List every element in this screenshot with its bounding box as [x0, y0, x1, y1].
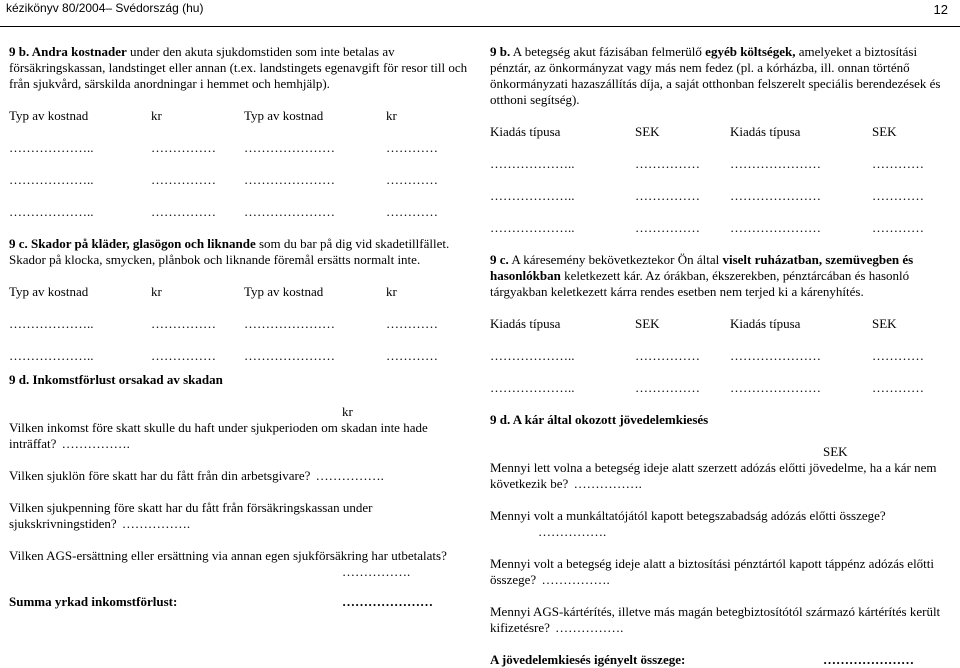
table-header-row: Kiadás típusa SEK Kiadás típusa SEK — [490, 124, 897, 139]
section-9c-sv: 9 c. Skador på kläder, glasögon och liknande som du bar på dig vid skadetillfället. Skador på klocka, smycken, plånbok och liknande föremål ersätts normalt inte. — [9, 236, 450, 267]
section-9d-heading-sv: 9 d. Inkomstförlust orsakad av skadan — [9, 372, 223, 387]
blank-row[interactable]: ……………….. …………… ………………… ………… — [9, 140, 438, 155]
blank-row[interactable]: ……………….. …………… ………………… ………… — [9, 172, 438, 187]
sick-pay-question: Vilken sjuklön före skatt har du fått från din arbetsgivare? ……………. — [9, 468, 384, 483]
blank-row[interactable]: ……………….. …………… ………………… ………… — [490, 380, 924, 395]
table-header-row: Typ av kostnad kr Typ av kostnad kr — [9, 108, 397, 123]
blank-row[interactable]: ……………….. …………… ………………… ………… — [9, 348, 438, 363]
sickness-benefit-question: Mennyi volt a betegség ideje alatt a biztosítási pénztártól kapott táppénz adózás előtti összege? ……………. — [490, 556, 935, 587]
section-9b-sv: 9 b. Andra kostnader under den akuta sjukdomstiden som inte betalas av försäkringskassan, landstinget eller annan (t.ex. landstingets egenavgift för resor till och från sjukvård, särskilda anordningar i hemmet och hemhjälp). — [9, 44, 468, 91]
sickness-benefit-question: Vilken sjukpenning före skatt har du fått från försäkringskassan under sjukskrivningstiden? ……………. — [9, 500, 373, 531]
swedish-column — [9, 44, 472, 610]
unit-label: kr — [342, 404, 353, 419]
page-number: 12 — [933, 2, 948, 17]
table-header-row: Kiadás típusa SEK Kiadás típusa SEK — [490, 316, 897, 331]
header-rule — [0, 26, 960, 27]
running-header: kézikönyv 80/2004– Svédország (hu) — [6, 1, 204, 15]
income-loss-total: A jövedelemkiesés igényelt összege: ………………… — [490, 652, 914, 667]
blank-row[interactable]: ……………….. …………… ………………… ………… — [490, 348, 924, 363]
income-loss-total: Summa yrkad inkomstförlust: ………………… — [9, 594, 433, 609]
hungarian-column — [490, 44, 952, 668]
blank-row[interactable]: ……………….. …………… ………………… ………… — [490, 220, 924, 235]
blank-row[interactable]: ……………….. …………… ………………… ………… — [490, 188, 924, 203]
blank-row[interactable]: ……………….. …………… ………………… ………… — [9, 316, 438, 331]
section-9c-hu: 9 c. A káresemény bekövetkeztekor Ön által viselt ruházatban, szemüvegben és hasonlókban keletkezett kár. Az órákban, ékszerekben, pénztárcában és hasonló tárgyakban keletkezett kárra rendes esetben nem terjed ki a kárenyhítés. — [490, 252, 914, 299]
table-header-row: Typ av kostnad kr Typ av kostnad kr — [9, 284, 397, 299]
ags-question: Mennyi AGS-kártérítés, illetve más magán betegbiztosítótól származó kártérítés került kifizetésre? ……………. — [490, 604, 941, 635]
section-9b-hu: 9 b. A betegség akut fázisában felmerülő egyéb költségek, amelyeket a biztosítási pénztár, az önkormányzat vagy más nem fedez (pl. a kórházba, ill. onnan történő önkormányzati hazaszállítás díja, a saját otthonban felszerelt speciális berendezések és otthoni segítség). — [490, 44, 941, 107]
sick-pay-question: Mennyi volt a munkáltatójától kapott betegszabadság adózás előtti összege? ……………. — [490, 508, 886, 539]
unit-label: SEK — [823, 444, 848, 459]
income-question: Vilken inkomst före skatt skulle du haft under sjukperioden om skadan inte hade inträffat? ……………. — [9, 420, 428, 451]
blank-row[interactable]: ……………….. …………… ………………… ………… — [9, 204, 438, 219]
blank-row[interactable]: ……………….. …………… ………………… ………… — [490, 156, 924, 171]
ags-question: Vilken AGS-ersättning eller ersättning via annan egen sjukförsäkring har utbetalats? ……………. — [9, 548, 447, 579]
income-question: Mennyi lett volna a betegség ideje alatt szerzett adózás előtti jövedelme, ha a kár nem következik be? ……………. — [490, 460, 937, 491]
section-9d-heading-hu: 9 d. A kár által okozott jövedelemkiesés — [490, 412, 709, 427]
